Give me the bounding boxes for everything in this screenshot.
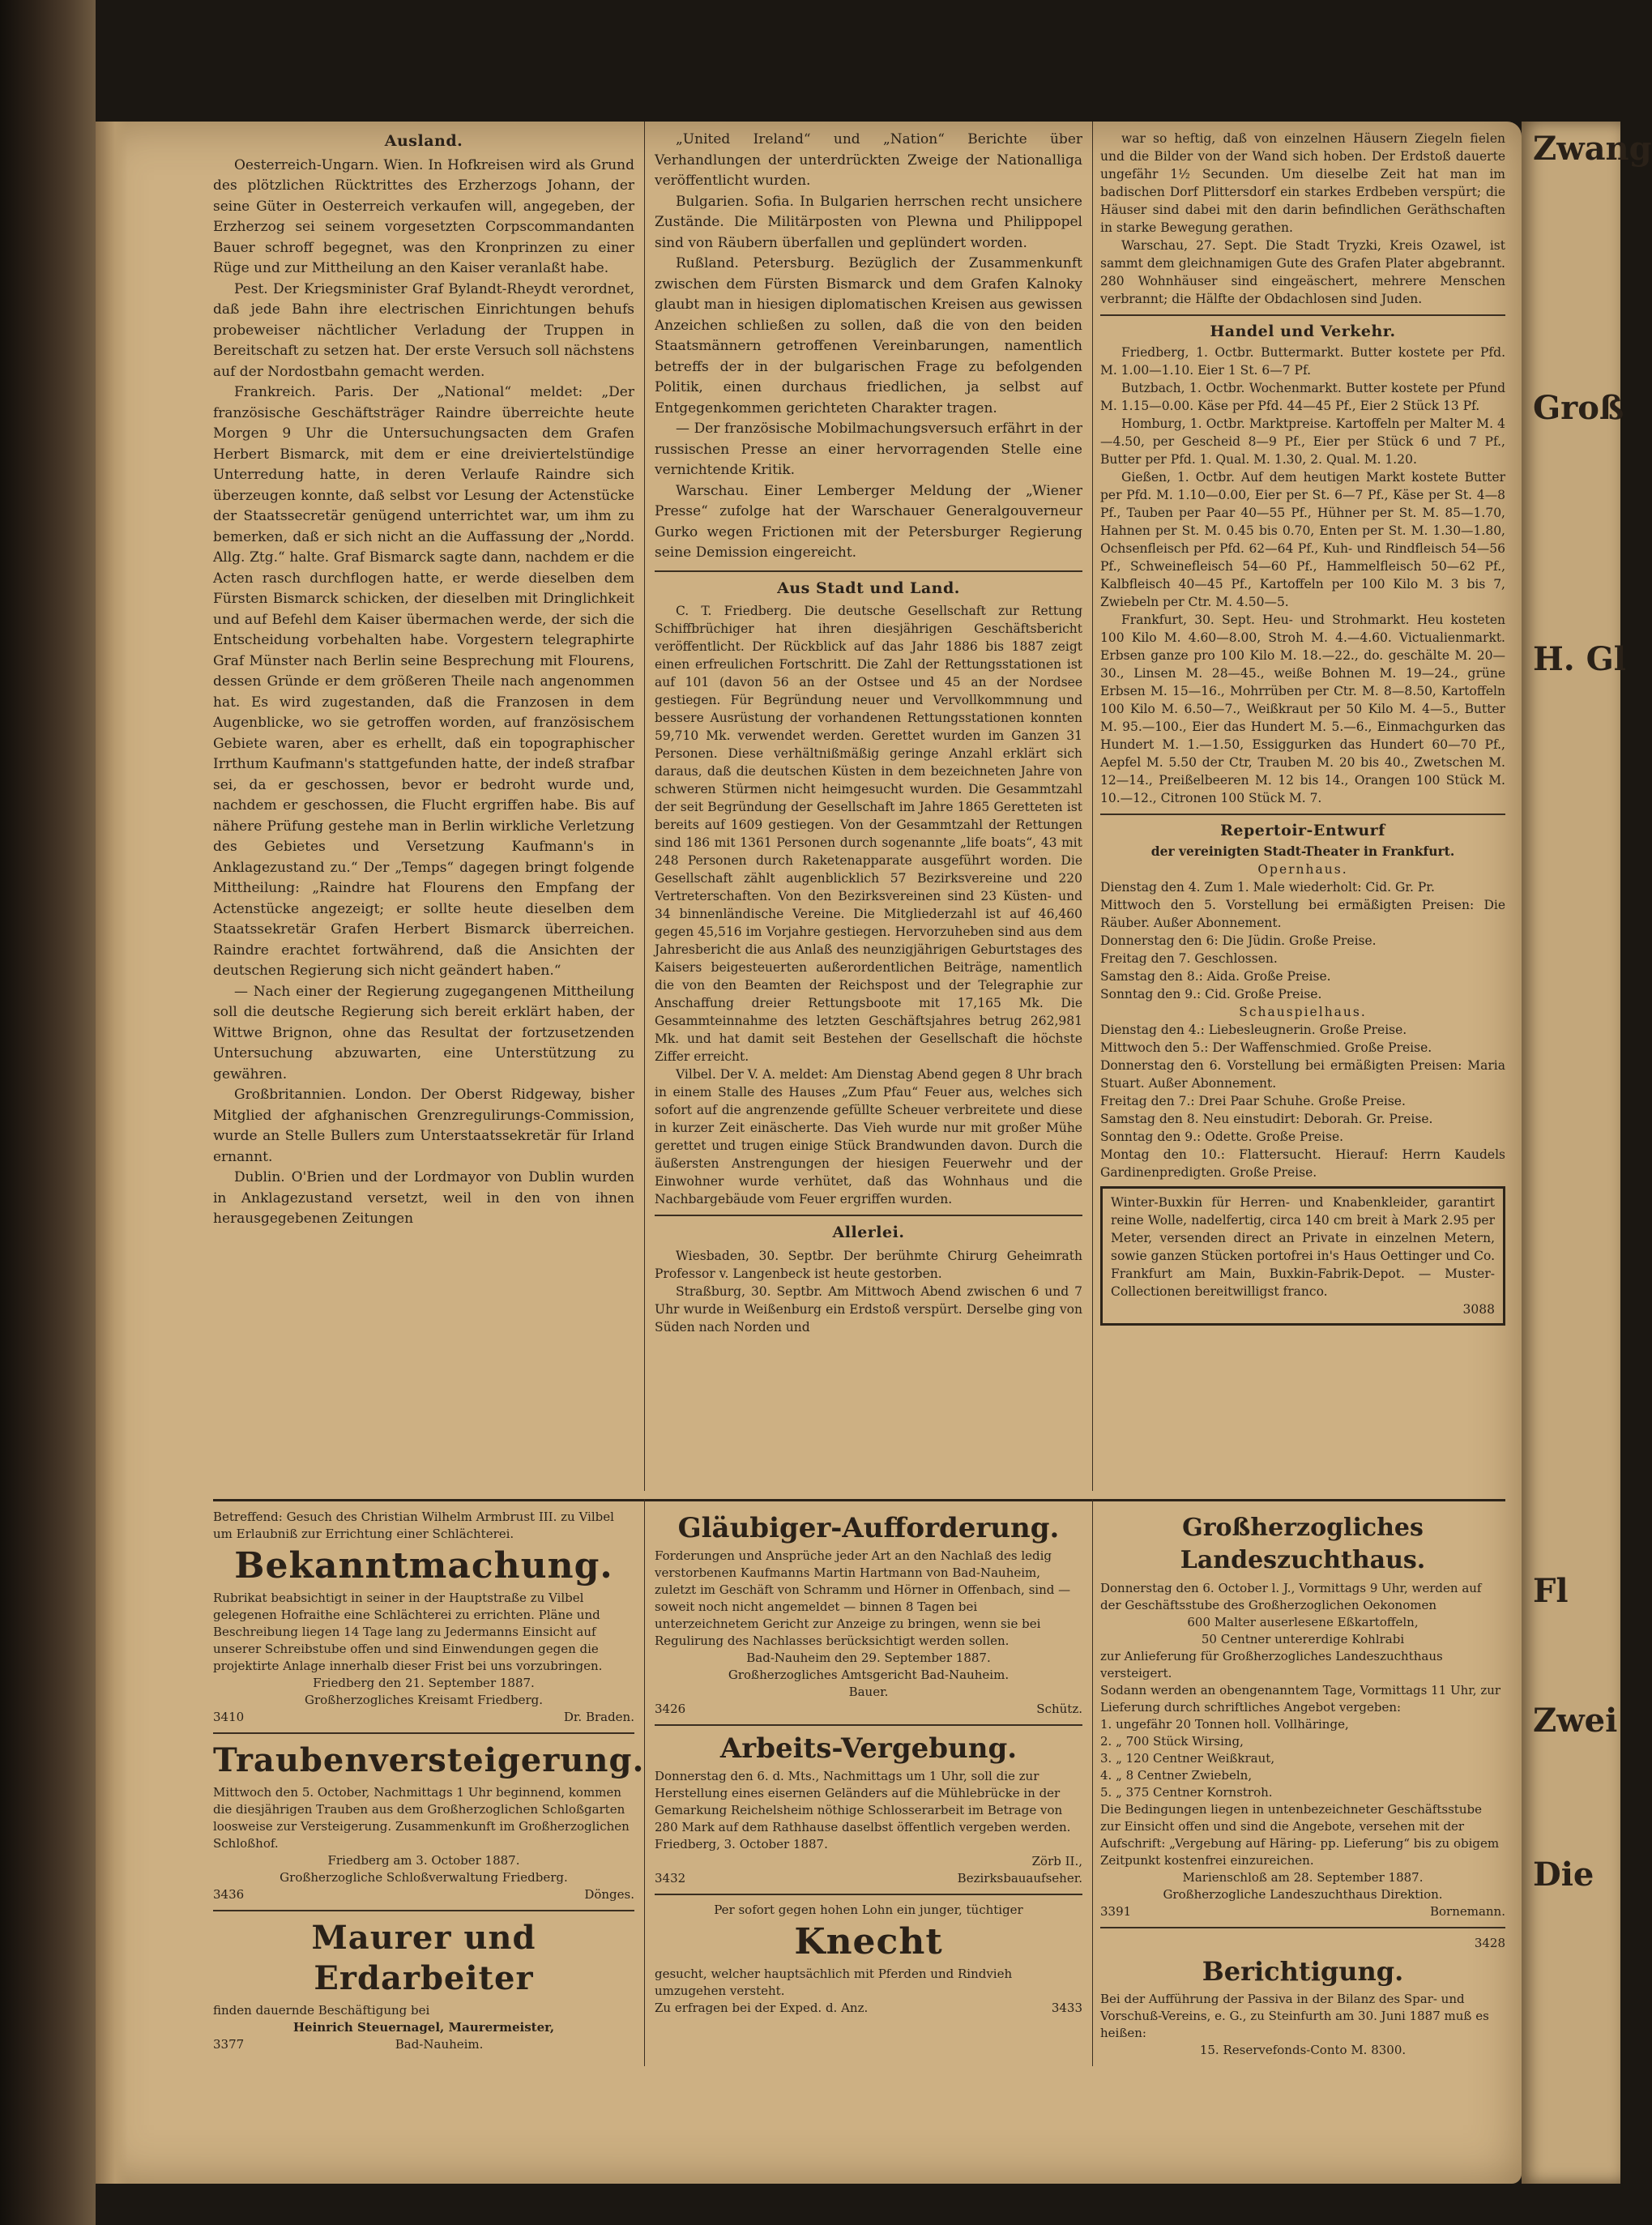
article-paragraph: Bulgarien. Sofia. In Bulgarien herrschen recht unsichere Zustände. Die Militärposten von Plewna und Philippopel sind von Räubern überfallen und geplündert worden. bbox=[655, 193, 1082, 251]
advert-contact: Zu erfragen bei der Exped. d. Anz. bbox=[655, 2001, 869, 2015]
article-paragraph: Oesterreich-Ungarn. Wien. In Hofkreisen wird als Grund des plötzlichen Rücktrittes des Erzherzogs Johann, der seine Güter in Oesterreich verkaufen will, angegeben, der Erzherzog sei seinem vorgesetzten Corpscommandanten Bauer schroff begegnet, was den Kronprinzen zu einer Rüge und zur Mittheilung an den Kaiser veranlaßt habe. bbox=[213, 156, 634, 276]
advert-number: 3391 bbox=[1100, 1904, 1132, 1919]
advert-date: Friedberg am 3. October 1887. bbox=[327, 1853, 520, 1868]
article-paragraph: Großbritannien. London. Der Oberst Ridgeway, bisher Mitglied der afghanischen Grenzregulirungs-Commission, wurde an Stelle Bullers zum Unterstaatssekretär für Irland ernannt. bbox=[213, 1087, 634, 1165]
section-heading-handel: Handel und Verkehr. bbox=[1210, 322, 1396, 340]
section-heading-repertoir: Repertoir-Entwurf bbox=[1220, 822, 1385, 839]
advert-signature: Bauer. bbox=[848, 1685, 889, 1699]
advert-office: Großherzogliche Schloßverwaltung Friedberg. bbox=[280, 1870, 568, 1885]
advert-item: 50 Centner untererdige Kohlrabi bbox=[1201, 1632, 1405, 1646]
advert-line: 15. Reservefonds-Conto M. 8300. bbox=[1199, 2043, 1407, 2057]
article-paragraph: Rußland. Petersburg. Bezüglich der Zusammenkunft zwischen dem Fürsten Bismarck und dem Grafen Kalnoky glaubt man in hiesigen diplomatischen Kreisen aus gewissen Anzeichen schließen zu sollen, daß die von den beiden Staatsmännern getroffenen Vereinbarungen, namentlich betreffs der in der bulgarischen Frage zu befolgenden Politik, einen durchaus friedlichen, ja selbst auf Entgegenkommen gerichteten Charakter tragen. bbox=[655, 255, 1082, 416]
column-divider bbox=[644, 1499, 645, 2066]
advert-text: Rubrikat beabsichtigt in seiner in der Hauptstraße zu Vilbel gelegenen Hofraithe eine Schlächterei zu errichten. Pläne und Beschreibung liegen 14 Tage lang zu Jedermanns Einsicht auf unserer Schreibstube offen und sind Einwendungen gegen die projektirte Anlage innerhalb dieser Frist bei uns vorzubringen. bbox=[213, 1591, 603, 1673]
program-line: Dienstag den 4. Zum 1. Male wiederholt: Cid. Gr. Pr. bbox=[1100, 880, 1435, 895]
advert-title-traubenversteigerung: Traubenversteigerung. bbox=[213, 1741, 645, 1779]
section-heading-ausland: Ausland. bbox=[384, 132, 463, 150]
advert-number: 3433 bbox=[1051, 2001, 1082, 2015]
advert-date: Friedberg, 3. October 1887. bbox=[655, 1837, 828, 1851]
program-line: Samstag den 8. Neu einstudirt: Deborah. Gr. Preise. bbox=[1100, 1112, 1433, 1126]
advert-text: gesucht, welcher hauptsächlich mit Pferden und Rindvieh umzugehen versteht. bbox=[655, 1967, 1013, 1998]
adjoining-page-fragment: H. Gl bbox=[1533, 640, 1626, 678]
adjoining-page-fragment: Groß bbox=[1533, 389, 1624, 427]
advert-text: Donnerstag den 6. October l. J., Vormittags 9 Uhr, werden auf der Geschäftsstube des Großherzoglichen Oekonomen bbox=[1100, 1581, 1482, 1612]
section-rule bbox=[1100, 814, 1505, 815]
advert-title-arbeitsvergebung: Arbeits-Vergebung. bbox=[719, 1732, 1018, 1765]
adjoining-page-fragment: Fl bbox=[1533, 1572, 1569, 1610]
program-line: Sonntag den 9.: Odette. Große Preise. bbox=[1100, 1130, 1344, 1144]
article-paragraph: Wiesbaden, 30. Septbr. Der berühmte Chirurg Geheimrath Professor v. Langenbeck ist heute gestorben. bbox=[655, 1248, 1082, 1281]
column-handel bbox=[1100, 130, 1505, 1326]
advert-text: Winter-Buxkin für Herren- und Knabenkleider, garantirt reine Wolle, nadelfertig, circa 140 cm breit à Mark 2.95 per Meter, versenden direct an Private in einzelnen Metern, sowie ganzen Stücken portofrei in's Haus Oettinger und Co. Frankfurt am Main, Buxkin-Fabrik-Depot. — Muster-Collectionen bereitwilligst franco. bbox=[1111, 1195, 1495, 1299]
advert-list-item: 1. ungefähr 20 Tonnen holl. Vollhäringe, bbox=[1100, 1717, 1349, 1732]
advert-text: Donnerstag den 6. d. Mts., Nachmittags um 1 Uhr, soll die zur Herstellung eines eisernen Geländers auf die Mühlebrücke in der Gemarkung Reichelsheim nöthige Schlosserarbeit im Betrage von 280 Mark auf dem Rathhause daselbst öffentlich vergeben werden. bbox=[655, 1769, 1071, 1834]
adjoining-page-fragment: Zwei bbox=[1533, 1702, 1618, 1740]
adjoining-page-right bbox=[1522, 122, 1652, 2184]
advert-number: 3428 bbox=[1474, 1936, 1505, 1950]
theatre-heading: Schauspielhaus. bbox=[1239, 1005, 1367, 1019]
section-heading-stadt-land: Aus Stadt und Land. bbox=[777, 579, 960, 597]
article-paragraph: — Nach einer der Regierung zugegangenen Mittheilung soll die deutsche Regierung sich bereit erklärt haben, der Wittwe Brignon, ohne das Resultat der fortzusetzenden Untersuchung abzuwarten, eine Unterstützung zu gewähren. bbox=[213, 983, 634, 1083]
advert-column-1 bbox=[213, 1509, 645, 2053]
market-report: Butzbach, 1. Octbr. Wochenmarkt. Butter kostete per Pfund M. 1.15—0.00. Käse per Pfd. 44—45 Pf., Eier 2 Stück 13 Pf. bbox=[1100, 381, 1505, 413]
article-paragraph: Vilbel. Der V. A. meldet: Am Dienstag Abend gegen 8 Uhr brach in einem Stalle des Hauses „Zum Pfau“ Feuer aus, welches sich sofort auf die angrenzende gefüllte Scheuer verbreitete und diese in kurzer Zeit einäscherte. Das Vieh wurde nur mit großer Mühe gerettet und trugen einige Stück Brandwunden davon. Durch die äußersten Anstrengungen der hiesigen Feuerwehr und der Einwohner wurde verhütet, daß das Wohnhaus und die Nachbargebäude vom Feuer ergriffen wurden. bbox=[655, 1067, 1082, 1206]
advert-text: zur Anlieferung für Großherzogliches Landeszuchthaus versteigert. bbox=[1100, 1649, 1443, 1680]
article-paragraph: Dublin. O'Brien und der Lordmayor von Dublin wurden in Anklagezustand versetzt, weil in den von ihnen herausgegebenen Zeitungen bbox=[213, 1169, 634, 1227]
advert-number: 3436 bbox=[213, 1887, 245, 1902]
advert-text: Forderungen und Ansprüche jeder Art an den Nachlaß des ledig verstorbenen Kaufmanns Martin Hartmann von Bad-Nauheim, zuletzt im Geschäft von Schramm und Hörner in Offenbach, sind — soweit noch nicht angemeldet — binnen 8 Tagen bei unterzeichnetem Gericht zur Anzeige zu bringen, wenn sie bei Regulirung des Nachlasses berücksichtigt werden sollen. bbox=[655, 1548, 1071, 1648]
advert-number: 3426 bbox=[655, 1702, 686, 1716]
program-line: Sonntag den 9.: Cid. Große Preise. bbox=[1100, 987, 1322, 1001]
advert-number: 3410 bbox=[213, 1710, 245, 1724]
advert-number: 3377 bbox=[213, 2037, 245, 2052]
market-report: Frankfurt, 30. Sept. Heu- und Strohmarkt. Heu kosteten 100 Kilo M. 4.60—8.00, Stroh M. 4.—4.60. Victualienmarkt. Erbsen ganze pro 100 Kilo M. 18.—22., do. geschälte M. 20—30., Linsen M. 28—45., weiße Bohnen M. 19—24., grüne Erbsen M. 15—16., Mohrrüben per Ctr. M. 8—8.50, Kartoffeln 100 Kilo M. 6.50—7., Weißkraut per 50 Kilo M. 4—5., Butter M. 95.—100., Eier das Hundert M. 5.—6., Einmachgurken das Hundert M. 1.—1.50, Essiggurken das Hundert 60—70 Pf., Aepfel M. 5.50 der Ctr, Trauben M. 20 bis 40., Zwetschen M. 12—14., Preißelbeeren M. 12 bis 14., Orangen 100 Stück M. 10.—12., Citronen 100 Stück M. 7. bbox=[1100, 613, 1505, 805]
repertoir-subtitle: der vereinigten Stadt-Theater in Frankfurt. bbox=[1150, 843, 1455, 859]
advert-divider bbox=[213, 1499, 1505, 1501]
column-divider bbox=[1092, 122, 1093, 1491]
advert-date: Bad-Nauheim den 29. September 1887. bbox=[746, 1651, 991, 1665]
advert-office: Großherzogliche Landeszuchthaus Direktion. bbox=[1163, 1887, 1443, 1902]
advert-number: 3088 bbox=[1462, 1302, 1495, 1317]
section-rule bbox=[655, 570, 1082, 572]
newspaper-page bbox=[96, 122, 1522, 2184]
column-news bbox=[655, 130, 1082, 1336]
advert-date: Friedberg den 21. September 1887. bbox=[313, 1676, 535, 1690]
advert-item: 600 Malter auserlesene Eßkartoffeln, bbox=[1187, 1615, 1419, 1629]
advert-column-2 bbox=[655, 1509, 1082, 2017]
section-rule bbox=[655, 1215, 1082, 1216]
market-report: Friedberg, 1. Octbr. Buttermarkt. Butter kostete per Pfd. M. 1.00—1.10. Eier 1 St. 6—7 Pf. bbox=[1100, 345, 1505, 378]
article-paragraph: war so heftig, daß von einzelnen Häusern Ziegeln fielen und die Bilder von der Wand sich hoben. Der Erdstoß dauerte ungefähr 1½ Secunden. Um dieselbe Zeit hat man im badischen Dorf Plittersdorf ein starkes Erdbeben verspürt; die Häuser sind dabei mit den darin befindlichen Geräthschaften in starke Bewegung gerathen. bbox=[1100, 131, 1505, 235]
program-line: Dienstag den 4.: Liebesleugnerin. Große Preise. bbox=[1100, 1023, 1407, 1037]
advert-role: Bezirksbauaufseher. bbox=[957, 1871, 1082, 1885]
advert-list-item: 4. „ 8 Centner Zwiebeln, bbox=[1100, 1768, 1253, 1783]
advert-box-buxkin bbox=[1100, 1186, 1505, 1326]
advert-employer: Heinrich Steuernagel, Maurermeister, bbox=[292, 2020, 555, 2035]
adjoining-page-fragment: Die bbox=[1533, 1856, 1594, 1894]
advert-number: 3432 bbox=[655, 1871, 686, 1885]
program-line: Freitag den 7. Geschlossen. bbox=[1100, 951, 1278, 966]
advert-signature: Schütz. bbox=[1036, 1702, 1082, 1716]
market-report: Gießen, 1. Octbr. Auf dem heutigen Markt kostete Butter per Pfd. M. 1.10—0.00, Eier per St. 6—7 Pf., Käse per St. 4—8 Pf., Tauben per Paar 40—55 Pf., Hühner per St. M. 85—1.70, Hahnen per St. M. 0.45 bis 0.70, Enten per St. M. 1.30—1.80, Ochsenfleisch per Pfd. 62—64 Pf., Kuh- und Rindfleisch 54—56 Pf., Schweinefleisch 54—60 Pf., Hammelfleisch 50—62 Pf., Kalbfleisch 40—45 Pf., Kartoffeln per 100 Kilo M. 3 bis 7, Zwiebeln per Ctr. M. 4.50—5. bbox=[1100, 470, 1505, 609]
advert-office: Großherzogliches Amtsgericht Bad-Nauheim. bbox=[728, 1668, 1010, 1682]
advert-rule bbox=[213, 1732, 634, 1734]
advert-list-item: 5. „ 375 Centner Kornstroh. bbox=[1100, 1785, 1273, 1800]
article-paragraph: Pest. Der Kriegsminister Graf Bylandt-Rheydt verordnet, daß jede Bahn ihre electrischen Einrichtungen behufs probeweiser nächtlicher Verladung der Truppen in Bereitschaft zu setzen hat. Der erste Versuch soll nächstens auf der Nordostbahn gemacht werden. bbox=[213, 280, 634, 380]
advert-intro: Betreffend: Gesuch des Christian Wilhelm Armbrust III. zu Vilbel um Erlaubniß zur Errichtung einer Schlächterei. bbox=[213, 1510, 614, 1541]
advert-rule bbox=[213, 1910, 634, 1911]
advert-office: Großherzogliches Kreisamt Friedberg. bbox=[304, 1693, 544, 1707]
article-paragraph: C. T. Friedberg. Die deutsche Gesellschaft zur Rettung Schiffbrüchiger hat ihren diesjährigen Geschäftsbericht veröffentlicht. Der Rückblick auf das Jahr 1886 bis 1887 zeigt einen erfreulichen Fortschritt. Die Zahl der Rettungsstationen ist auf 101 (davon 56 an der Ostsee und 45 an der Nordsee gestiegen. Für Begründung neuer und Vervollkommnung und bessere Ausrüstung der vorhandenen Rettungsstationen konnten 59,710 Mk. verwendet werden. Gerettet wurden im Ganzen 31 Personen. Diese verhältnißmäßig geringe Anzahl erklärt sich daraus, daß die deutschen Küsten in dem bezeichneten Jahre von schweren Stürmen nicht heimgesucht wurden. Die Gesammtzahl der seit Begründung der Gesellschaft im Jahre 1865 Geretteten ist bereits auf 1609 gestiegen. Von der Gesammtzahl der Rettungen sind 186 mit 1361 Personen durch sogenannte „life boats“, 43 mit 248 Personen durch Raketenapparate ausgeführt worden. Die Gesellschaft zählt augenblicklich 57 Bezirksvereine und 220 Vertreterschaften. Von den Bezirksvereinen sind 23 Küsten- und 34 binnenländische Vereine. Die Mitgliederzahl ist auf 46,460 gegen 45,516 im Vorjahre gestiegen. Hervorzuheben sind aus dem Jahresbericht die aus Anlaß des neunzigjährigen Geburtstages des Kaisers beigesteuerten außerordentlichen Beiträge, namentlich die von den Beamten der Reichspost und der Telegraphie zur Anschaffung dreier Rettungsboote mit 17,165 Mk. Die Gesammteinnahme des letzten Geschäftsjahres betrug 262,981 Mk. und hat damit seit Bestehen der Gesellschaft die höchste Ziffer erreicht. bbox=[655, 604, 1082, 1064]
book-edge-left bbox=[0, 0, 96, 2225]
program-line: Donnerstag den 6: Die Jüdin. Große Preise. bbox=[1100, 933, 1377, 948]
advert-title-berichtigung: Berichtigung. bbox=[1202, 1956, 1404, 1987]
column-divider bbox=[644, 122, 645, 1491]
advert-column-3 bbox=[1100, 1509, 1505, 2059]
advert-text: Bei der Aufführung der Passiva in der Bilanz des Spar- und Vorschuß-Vereins, e. G., zu Steinfurth am 30. Juni 1887 muß es heißen: bbox=[1100, 1992, 1489, 2040]
advert-title-glaeubiger: Gläubiger-Aufforderung. bbox=[677, 1512, 1060, 1544]
advert-text: Die Bedingungen liegen in untenbezeichneter Geschäftsstube zur Einsicht offen und sind die Angebote, versehen mit der Aufschrift: „Vergebung auf Häring- pp. Lieferung“ bis zu obigem Zeitpunkt kostenfrei einzureichen. bbox=[1100, 1802, 1500, 1868]
advert-text: Sodann werden an obengenanntem Tage, Vormittags 11 Uhr, zur Lieferung durch schriftliches Angebot vergeben: bbox=[1100, 1683, 1501, 1715]
advert-text: finden dauernde Beschäftigung bei bbox=[213, 2003, 430, 2018]
program-line: Mittwoch den 5. Vorstellung bei ermäßigten Preisen: Die Räuber. Außer Abonnement. bbox=[1100, 898, 1505, 930]
program-line: Donnerstag den 6. Vorstellung bei ermäßigten Preisen: Maria Stuart. Außer Abonnement. bbox=[1100, 1058, 1505, 1091]
advert-text: Mittwoch den 5. October, Nachmittags 1 Uhr beginnend, kommen die diesjährigen Trauben aus dem Großherzoglichen Schloßgarten loosweise zur Versteigerung. Zusammenkunft im Großherzoglichen Schloßhof. bbox=[213, 1785, 630, 1851]
advert-signature: Zörb II., bbox=[1031, 1854, 1082, 1868]
article-paragraph: — Der französische Mobilmachungsversuch erfährt in der russischen Presse an einer hervorragenden Stelle eine vernichtende Kritik. bbox=[655, 421, 1082, 478]
advert-date: Marienschloß am 28. September 1887. bbox=[1182, 1870, 1424, 1885]
section-heading-allerlei: Allerlei. bbox=[832, 1224, 905, 1241]
advert-title-maurer: Maurer und Erdarbeiter bbox=[311, 1919, 536, 1997]
column-ausland bbox=[213, 130, 634, 1230]
program-line: Montag den 10.: Flattersucht. Hierauf: Herrn Kaudels Gardinenpredigten. Große Preise. bbox=[1100, 1147, 1505, 1180]
advert-intro: Per sofort gegen hohen Lohn ein junger, tüchtiger bbox=[714, 1903, 1023, 1917]
article-paragraph: Warschau. Einer Lemberger Meldung der „Wiener Presse“ zufolge hat der Warschauer Generalgouverneur Gurko wegen Frictionen mit der Petersburger Regierung seine Demission eingereicht. bbox=[655, 482, 1082, 561]
advert-rule bbox=[655, 1894, 1082, 1895]
article-paragraph: Straßburg, 30. Septbr. Am Mittwoch Abend zwischen 6 und 7 Uhr wurde in Weißenburg ein Erdstoß verspürt. Derselbe ging von Süden nach Norden und bbox=[655, 1283, 1082, 1335]
advert-place: Bad-Nauheim. bbox=[395, 2037, 484, 2052]
advert-title-bekanntmachung: Bekanntmachung. bbox=[234, 1545, 613, 1587]
program-line: Samstag den 8.: Aida. Große Preise. bbox=[1100, 969, 1331, 984]
advert-list-item: 3. „ 120 Centner Weißkraut, bbox=[1100, 1751, 1275, 1766]
article-paragraph: Frankreich. Paris. Der „National“ meldet: „Der französische Geschäftsträger Raindre überreichte heute Morgen 9 Uhr die Untersuchungsacten dem Grafen Herbert Bismarck, mit dem er eine dreiviertelstündige Unterredung hatte, in deren Verlaufe Raindre sich überzeugen konnte, daß selbst vor Lesung der Actenstücke der Staatssecretär genügend unterrichtet war, um ihm zu bemerken, daß er sich nicht an die Auffassung der „Nordd. Allg. Ztg.“ halte. Graf Bismarck sagte dann, nachdem er die Acten rasch durchflogen hatte, er werde dieselben dem Fürsten Bismarck schicken, der dieselben mit Dringlichkeit und auf Befehl dem Kaiser übermachen werde, der sich die Entscheidung vorbehalten habe. Vorgestern telegraphirte Graf Münster nach Berlin seine Besprechung mit Flourens, dessen Gründe er dem größeren Theile nach angenommen hat. Es wird zugestanden, daß die Franzosen in dem Augenblicke, wo sie getroffen worden, auf französischem Gebiete waren, aber es erhellt, daß ein topographischer Irrthum Kaufmann's stattgefunden hatte, der indeß strafbar sei, da er geschossen, bevor er bedroht wurde und, nachdem er geschossen, die Flucht ergriffen habe. Bis auf nähere Prüfung gestehe man in Berlin wirkliche Verletzung des Gebietes und Versetzung Kaufmann's in Anklagezustand zu.“ Der „Temps“ dagegen bringt folgende Mittheilung: „Raindre hat Flourens den Empfang der Actenstücke angezeigt; er sollte heute dieselben dem Staatssekretär Grafen Herbert Bismarck überreichen. Raindre erachtet fortwährend, daß die Ansichten der deutschen Regierung sich nicht geändert haben.“ bbox=[213, 384, 634, 979]
opera-heading: Opernhaus. bbox=[1257, 862, 1348, 877]
market-report: Homburg, 1. Octbr. Marktpreise. Kartoffeln per Malter M. 4—4.50, per Gescheid 8—9 Pf., Eier per Stück 6 und 7 Pf., Butter per Pfd. 1. Qual. M. 1.30, 2. Qual. M. 1.20. bbox=[1100, 416, 1505, 467]
advert-signature: Dönges. bbox=[584, 1887, 634, 1902]
article-paragraph: „United Ireland“ und „Nation“ Berichte über Verhandlungen der unterdrückten Zweige der Nationalliga veröffentlicht wurden. bbox=[655, 131, 1082, 189]
column-divider bbox=[1092, 1499, 1093, 2066]
program-line: Freitag den 7.: Drei Paar Schuhe. Große Preise. bbox=[1100, 1094, 1406, 1108]
advert-signature: Bornemann. bbox=[1429, 1904, 1505, 1919]
advert-title-knecht: Knecht bbox=[794, 1921, 943, 1962]
advert-list-item: 2. „ 700 Stück Wirsing, bbox=[1100, 1734, 1244, 1749]
program-line: Mittwoch den 5.: Der Waffenschmied. Große Preise. bbox=[1100, 1040, 1432, 1055]
adjoining-page-fragment: Zwang bbox=[1533, 130, 1652, 168]
article-paragraph: Warschau, 27. Sept. Die Stadt Tryzki, Kreis Ozawel, ist sammt dem gleichnamigen Gute des Grafen Plater abgebrannt. 280 Wohnhäuser sind eingeäschert, mehrere Menschen verbrannt; die Hälfte der Obdachlosen sind Juden. bbox=[1100, 238, 1505, 306]
advert-rule bbox=[655, 1724, 1082, 1726]
section-rule bbox=[1100, 314, 1505, 316]
advert-signature: Dr. Braden. bbox=[563, 1710, 634, 1724]
advert-rule bbox=[1100, 1927, 1505, 1928]
advert-title-landeszuchthaus: Großherzogliches Landeszuchthaus. bbox=[1180, 1514, 1426, 1574]
page-gutter bbox=[96, 122, 128, 2184]
